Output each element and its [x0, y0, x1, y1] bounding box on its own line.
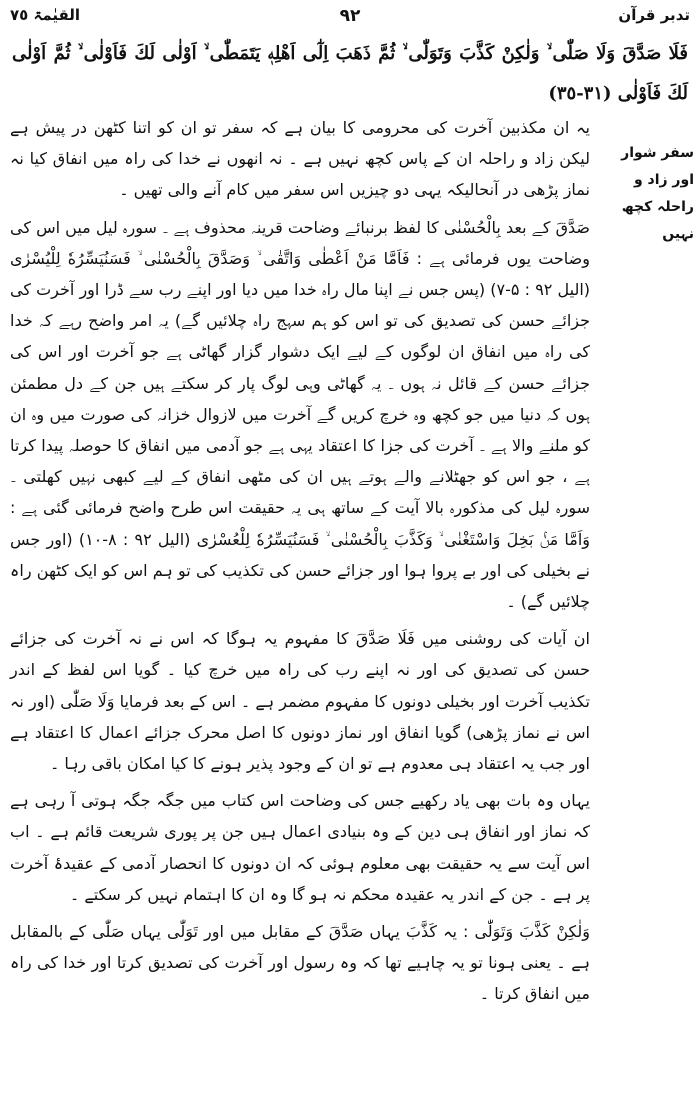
paragraph: یہاں وہ بات بھی یاد رکھیے جس کی وضاحت اس کتاب میں جگہ جگہ ہوتی آ رہی ہے کہ نماز اور انفاق ہی دین کے وہ بنیادی اعمال ہیں جن پر پوری شریعت قائم ہے ۔ اب اس آیت سے یہ حقیقت بھی معلوم ہوئی کہ ان دونوں کا انحصار آدمی کے عقیدۂ آخرت پر ہے ۔ جن کے اندر یہ عقیدہ محکم نہ ہو گا وہ ان کا اہتمام نہیں کر سکتے ۔	[10, 791, 590, 904]
paragraph: ان آیات کی روشنی میں فَلَا صَدَّقَ کا مفہوم یہ ہوگا کہ اس نے نہ آخرت کی جزائے حسن کی تصدیق کی اور نہ اپنے رب کی راہ میں خرچ کیا ۔ گویا اس لفظ کے اندر تکذیب آخرت اور بخیلی دونوں کا مفہوم مضمر ہے ۔ اس کے بعد فرمایا وَلَا صَلّٰى (اور نہ اس نے نماز پڑھی) گویا انفاق اور نماز دونوں کا اصل محرک جزائے اعمال کا اعتقاد ہے اور جب یہ اعتقاد ہی معدوم ہے تو ان کے وجود پذیر ہونے کا کیا امکان باقی رہا ۔	[10, 629, 590, 774]
running-header	[10, 6, 690, 32]
margin-note: سفر شوار اور زاد و راحلہ کچھ نہیں	[621, 145, 694, 242]
book-title: تدبر قرآن	[618, 6, 690, 24]
quran-verse: فَلَا صَدَّقَ وَلَا صَلّٰى ۙ وَلٰكِنْ كَذَّبَ وَتَوَلّٰى ۙ ثُمَّ ذَهَبَ اِلٰٓى اَهْلِهٖ يَتَمَطّٰى ۙ اَوْلٰى لَكَ فَاَوْلٰى ۙ ثُمَّ اَوْلٰى لَكَ فَاَوْلٰى (٣١-٣٥)	[12, 43, 688, 104]
paragraph: صَدَّقَ کے بعد بِالْحُسْنٰى کا لفظ برنبائے وضاحت قرینہ محذوف ہے ۔ سورہ لیل میں اس کی وضاحت یوں فرمائی ہے : فَاَمَّا مَنْ اَعْطٰى وَاتَّقٰى ۙ وَصَدَّقَ بِالْحُسْنٰى ۙ فَسَنُيَسِّرُهٗ لِلْيُسْرٰى (الیل ۹۲ : ۵-۷) (پس جس نے اپنا مال راہ خدا میں دیا اور اپنے رب سے ڈرا اور آخرت کی جزائے حسن کی تصدیق کی تو اس کو ہم سہج راہ چلائیں گے) یہ امر واضح رہے کہ خدا کی راہ میں انفاق ان لوگوں کے لیے ایک دشوار گزار گھاٹی ہے جو آخرت اور اس کی جزائے حسن کے قائل نہ ہوں ۔ یہ گھاٹی وہی لوگ پار کر سکتے ہیں جن کے دل مطمئن ہوں کہ دنیا میں جو کچھ وہ خرچ کریں گے آخرت میں لازوال خزانہ کی صورت میں وہ ان کو ملنے والا ہے ۔ آخرت کی جزا کا اعتقاد یہی ہے جو آدمی میں انفاق کا حوصلہ پیدا کرتا ہے ، جو اس کو جھٹلانے والے ہوتے ہیں ان کی مٹھی انفاق کے لیے کبھی نہیں کھلتی ۔ سورہ لیل کی مذکورہ بالا آیت کے ساتھ ہی یہ حقیقت اس طرح واضح فرمائی گئی ہے : وَاَمَّا مَنْۢ بَخِلَ وَاسْتَغْنٰى ۙ وَكَذَّبَ بِالْحُسْنٰى ۙ فَسَنُيَسِّرُهٗ لِلْعُسْرٰى (الیل ۹۲ : ۸-۱۰) (اور جس نے بخیلی کی اور بے پروا ہوا اور جزائے حسن کی تکذیب کی تو ہم اس کو ایک کٹھن راہ چلائیں گے) ۔	[10, 217, 591, 612]
surah-reference: القیٰمۃ ٧٥	[10, 6, 81, 24]
paragraph: یہ ان مکذبین آخرت کی محرومی کا بیان ہے کہ سفر تو ان کو اتنا کٹھن در پیش ہے لیکن زاد و راحلہ ان کے پاس کچھ نہیں ہے ۔ نہ انھوں نے خدا کی راہ میں انفاق کیا نہ نماز پڑھی در آنحالیکہ یہی دو چیزیں اس سفر میں کام آنے والی تھیں ۔	[10, 118, 590, 200]
page-number: ٩٢	[339, 6, 361, 26]
commentary-body	[10, 112, 590, 1016]
paragraph: وَلٰكِنْ كَذَّبَ وَتَوَلّٰى : یہ كَذَّبَ یہاں صَدَّقَ کے مقابل میں اور تَوَلّٰى یہاں صَلّٰى کے بالمقابل ہے ۔ یعنی ہونا تو یہ چاہیے تھا کہ وہ رسول اور آخرت کی تصدیق کرتا اور خدا کی راہ میں انفاق کرتا ۔	[10, 922, 590, 1004]
